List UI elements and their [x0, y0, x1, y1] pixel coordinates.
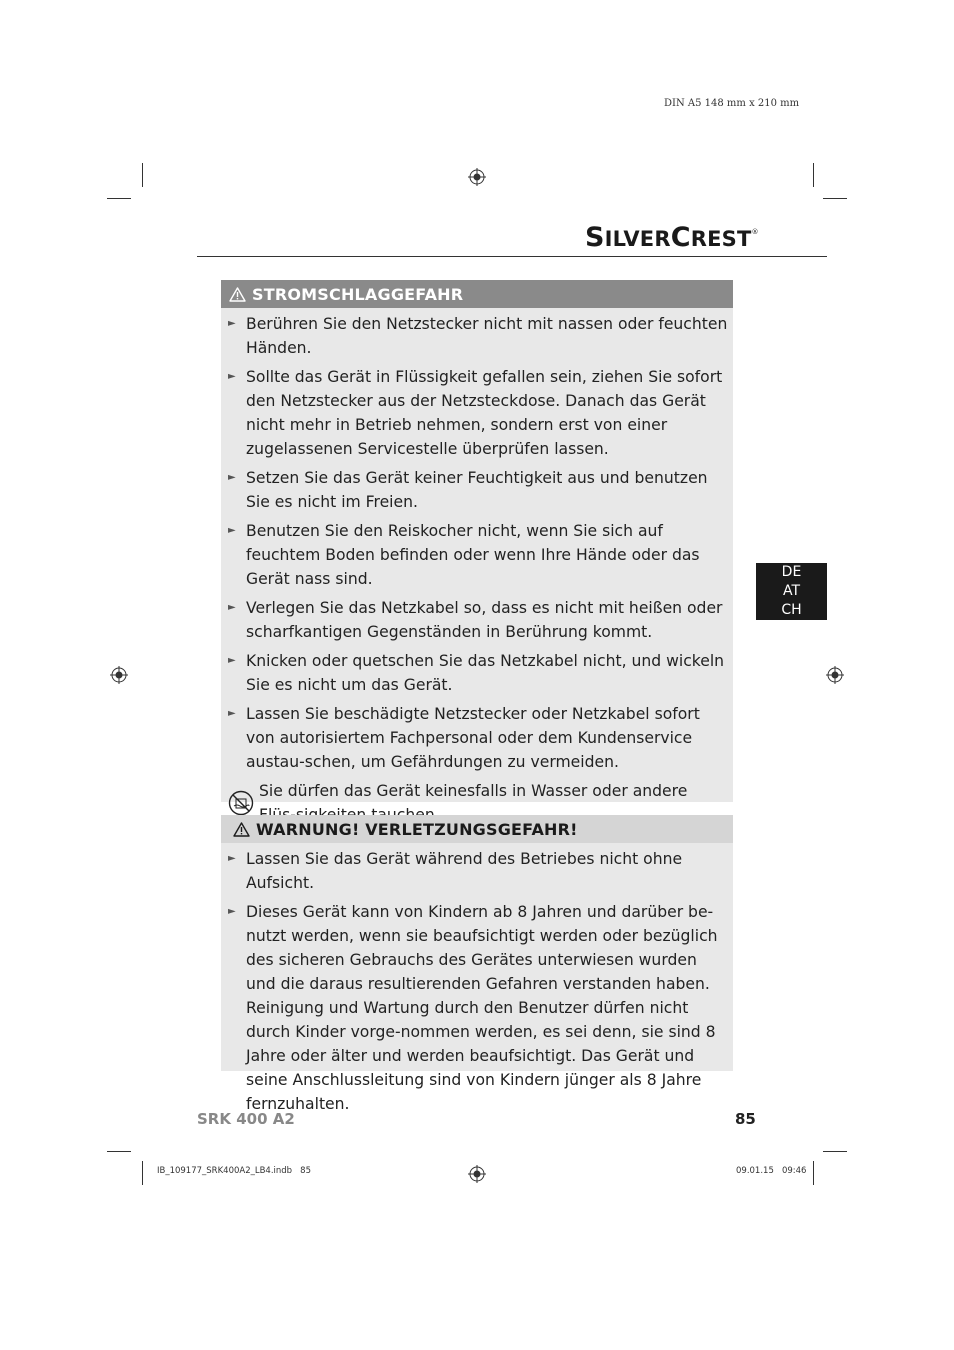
list-item: ► Sollte das Gerät in Flüssigkeit gefallen sein, ziehen Sie sofort den Netzstecker aus der Netzsteckdose. Danach das Gerät nicht mehr in Betrieb nehmen, sondern erst von einer zugelassenen Servicestelle überprüfen lassen.: [228, 365, 729, 461]
crop-mark: [142, 163, 143, 187]
list-item: ► Lassen Sie beschädigte Netzstecker oder Netzkabel sofort von autorisiertem Fachpersonal oder dem Kundenservice austau-schen, um Gefährdungen zu vermeiden.: [228, 702, 729, 774]
file-slug: IB_109177_SRK400A2_LB4.indb 85: [157, 1166, 311, 1176]
injury-warning-box: [221, 815, 733, 1113]
bullet-arrow-icon: ►: [228, 472, 236, 483]
crop-mark: [823, 1151, 847, 1152]
crop-mark: [813, 1161, 814, 1185]
model-name: SRK 400 A2: [197, 1110, 295, 1128]
crop-mark: [813, 163, 814, 187]
list-item: ► Setzen Sie das Gerät keiner Feuchtigkeit aus und benutzen Sie es nicht im Freien.: [228, 466, 729, 514]
list-item: ► Benutzen Sie den Reiskocher nicht, wenn Sie sich auf feuchtem Boden befinden oder wenn Ihre Hände oder das Gerät nass sind.: [228, 519, 729, 591]
crop-mark: [142, 1161, 143, 1185]
bullet-arrow-icon: ►: [228, 655, 236, 666]
silvercrest-logo: SILVERCREST®: [585, 222, 759, 253]
crop-mark: [823, 198, 847, 199]
registration-mark-icon: [468, 1165, 486, 1183]
bullet-arrow-icon: ►: [228, 602, 236, 613]
print-format-label: DIN A5 148 mm x 210 mm: [664, 98, 800, 109]
crop-mark: [107, 198, 131, 199]
bullet-arrow-icon: ►: [228, 525, 236, 536]
bullet-arrow-icon: ►: [228, 906, 236, 917]
crop-mark: [107, 1151, 131, 1152]
list-item: ► Dieses Gerät kann von Kindern ab 8 Jahren und darüber be-nutzt werden, wenn sie beaufsichtigt werden oder bezüglich des sicheren Gebrauchs des Gerätes unterwiesen wurden und die daraus resultierenden Gefahren verstanden haben. Reinigung und Wartung durch den Benutzer dürfen nicht durch Kinder vorge-nommen werden, es sei denn, sie sind 8 Jahre oder älter und werden beaufsichtigt. Das Gerät und seine Anschlussleitung sind von Kindern jünger als 8 Jahre fernzuhalten.: [228, 900, 729, 1116]
registration-mark-icon: [468, 168, 486, 186]
no-immersion-icon: [228, 790, 254, 816]
list-item: ► Knicken oder quetschen Sie das Netzkabel nicht, und wickeln Sie es nicht um das Gerät.: [228, 649, 729, 697]
immersion-note: Sie dürfen das Gerät keinesfalls in Wasser oder andere: [228, 779, 729, 827]
list-item: ► Berühren Sie den Netzstecker nicht mit nassen oder feuchten Händen.: [228, 312, 729, 360]
date-slug: 09.01.15 09:46: [736, 1166, 807, 1176]
bullet-arrow-icon: ►: [228, 371, 236, 382]
header-rule: [197, 256, 827, 257]
section-heading: [221, 280, 733, 308]
page-number: 85: [735, 1110, 756, 1128]
language-tab: DE AT CH: [756, 563, 827, 620]
section-title: WARNUNG! VERLETZUNGSGEFAHR!: [256, 819, 578, 839]
bullet-arrow-icon: ►: [228, 318, 236, 329]
section-heading: [221, 815, 733, 843]
warning-triangle-icon: [233, 822, 250, 837]
warning-triangle-icon: [229, 287, 246, 302]
registration-mark-icon: [826, 666, 844, 684]
list-item: ► Lassen Sie das Gerät während des Betriebes nicht ohne Aufsicht.: [228, 847, 729, 895]
electric-shock-warning-box: [221, 280, 733, 802]
list-item: ► Verlegen Sie das Netzkabel so, dass es nicht mit heißen oder scharfkantigen Gegenständen in Berührung kommt.: [228, 596, 729, 644]
section-title: STROMSCHLAGGEFAHR: [252, 284, 464, 304]
bullet-arrow-icon: ►: [228, 853, 236, 864]
registration-mark-icon: [110, 666, 128, 684]
bullet-arrow-icon: ►: [228, 708, 236, 719]
